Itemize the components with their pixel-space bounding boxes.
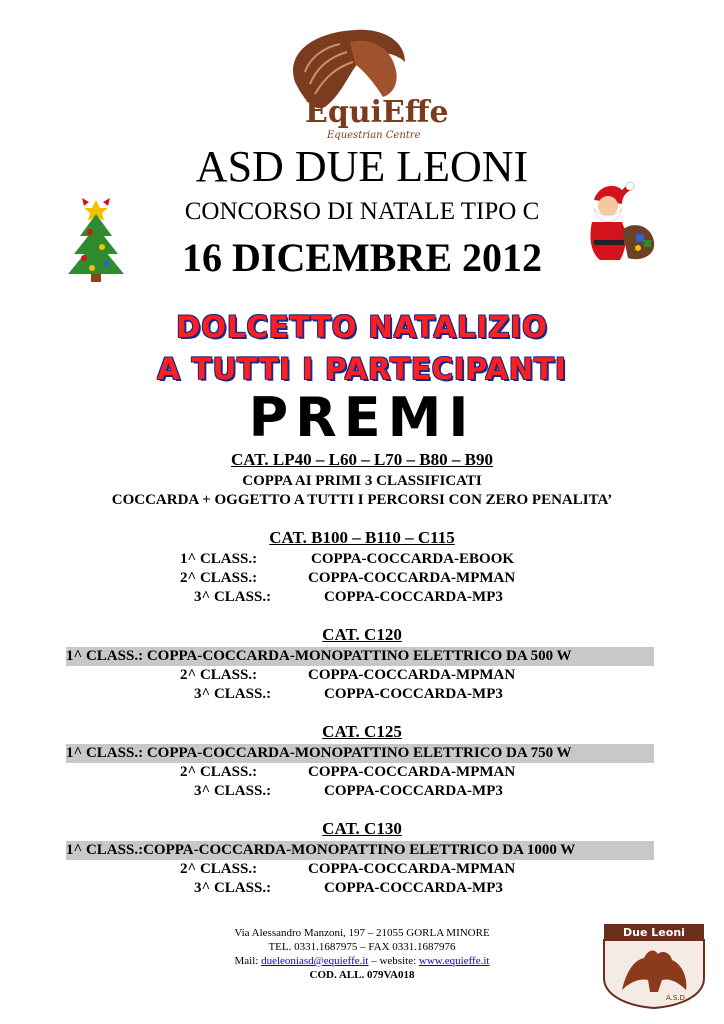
section-4-title: CAT. C125 (322, 722, 402, 741)
section-2-row-2-value: COPPA-COCCARDA-MPMAN (308, 570, 516, 586)
section-3-row-2-value: COPPA-COCCARDA-MPMAN (308, 667, 516, 683)
section-1-line-1: COPPA AI PRIMI 3 CLASSIFICATI (242, 473, 482, 489)
section-2-row-1-value: COPPA-COCCARDA-EBOOK (311, 551, 515, 567)
section-5-row-2-label: 2^ CLASS.: (180, 861, 258, 877)
section-4-row-2-value: COPPA-COCCARDA-MPMAN (308, 764, 516, 780)
section-2-row-1-label: 1^ CLASS.: (180, 551, 258, 567)
logo-subtext: Equestrian Centre (327, 130, 421, 141)
section-3-title: CAT. C120 (322, 625, 402, 644)
section-2-row-2-label: 2^ CLASS.: (180, 570, 258, 586)
section-3-row-3-value: COPPA-COCCARDA-MP3 (324, 686, 503, 702)
section-5-row-2-value: COPPA-COCCARDA-MPMAN (308, 861, 516, 877)
section-5-title: CAT. C130 (322, 819, 402, 838)
due-leoni-badge (600, 920, 708, 1010)
section-2-row-3-value: COPPA-COCCARDA-MP3 (324, 589, 503, 605)
section-2-row-3-label: 3^ CLASS.: (194, 589, 272, 605)
section-5-row-1: 1^ CLASS.:COPPA-COCCARDA-MONOPATTINO ELETTRICO DA 1000 W (66, 841, 654, 860)
page-title: ASD DUE LEONI (195, 142, 529, 191)
section-1-title: CAT. LP40 – L60 – L70 – B80 – B90 (231, 450, 493, 469)
equieffe-logo (255, 22, 455, 147)
footer-code: COD. ALL. 079VA018 (309, 969, 415, 981)
website-label: – website: (371, 955, 417, 967)
promo-line-2: A TUTTI I PARTECIPANTI (157, 352, 567, 386)
promo-line-1: DOLCETTO NATALIZIO (176, 310, 548, 344)
email-link[interactable]: dueleoniasd@equieffe.it (261, 955, 369, 967)
section-3-row-1: 1^ CLASS.: COPPA-COCCARDA-MONOPATTINO ELETTRICO DA 500 W (66, 647, 654, 666)
section-4-row-3-value: COPPA-COCCARDA-MP3 (324, 783, 503, 799)
section-2-title: CAT. B100 – B110 – C115 (269, 528, 455, 547)
section-4-row-3-label: 3^ CLASS.: (194, 783, 272, 799)
footer-address: Via Alessandro Manzoni, 197 – 21055 GORLA MINORE (234, 927, 490, 939)
premi-heading: PREMI (248, 386, 476, 449)
santa-claus-icon (578, 180, 660, 264)
section-4-row-1: 1^ CLASS.: COPPA-COCCARDA-MONOPATTINO ELETTRICO DA 750 W (66, 744, 654, 763)
badge-title: Due Leoni (623, 926, 685, 939)
section-1-line-2: COCCARDA + OGGETTO A TUTTI I PERCORSI CON ZERO PENALITA’ (111, 492, 613, 508)
mail-label: Mail: (234, 955, 259, 967)
event-subtitle: CONCORSO DI NATALE TIPO C (184, 198, 540, 225)
logo-text: EquiEffe (305, 95, 449, 130)
christmas-tree-icon (62, 192, 130, 284)
section-5-row-3-label: 3^ CLASS.: (194, 880, 272, 896)
event-date: 16 DICEMBRE 2012 (181, 235, 543, 280)
section-3-row-2-label: 2^ CLASS.: (180, 667, 258, 683)
badge-subtitle: A.S.D. (666, 994, 688, 1002)
section-3-row-3-label: 3^ CLASS.: (194, 686, 272, 702)
horse-head-icon (255, 22, 455, 147)
website-link[interactable]: www.equieffe.it (418, 955, 490, 967)
section-5-row-3-value: COPPA-COCCARDA-MP3 (324, 880, 503, 896)
section-4-row-2-label: 2^ CLASS.: (180, 764, 258, 780)
footer-phone: TEL. 0331.1687975 – FAX 0331.1687976 (268, 941, 456, 953)
